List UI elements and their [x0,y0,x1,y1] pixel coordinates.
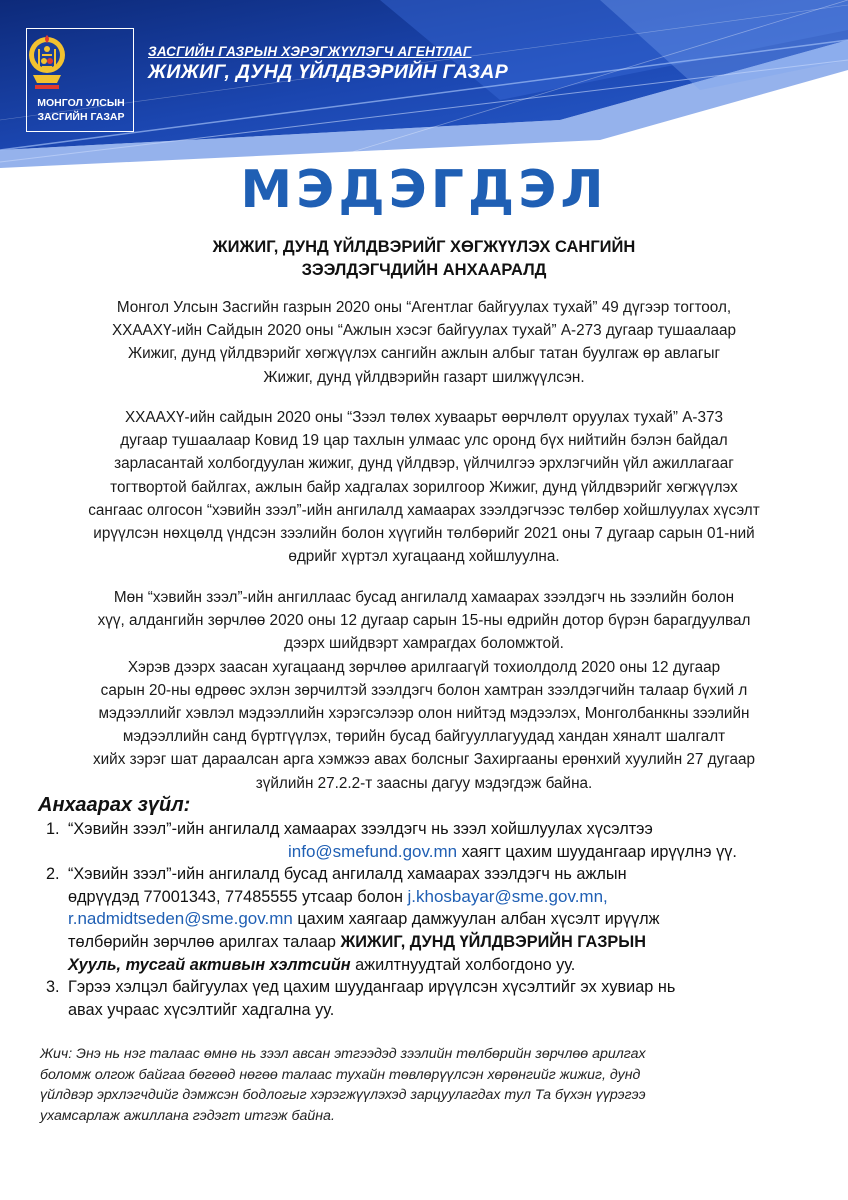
department-name: Хууль, тусгай активын хэлтсийн [68,955,351,974]
list-item-number: 1. [46,820,60,838]
list-item-line: авах учраас хүсэлтийг хадгална уу. [68,1000,335,1019]
list-item-line [68,908,836,931]
paragraph-line: хүү, алдангийн зөрчлөө 2020 оны 12 дугаар сарын 15-ны өдрийн дотор бүрэн барагдуулвал [97,612,751,630]
paragraph-line: ХХААХҮ-ийн Сайдын 2020 оны “Ажлын хэсэг байгуулах тухай” А-273 дугаар тушаалаар [111,322,737,340]
logo-text-line1: МОНГОЛ УЛСЫН [37,97,125,109]
list-item-line: Гэрээ хэлцэл байгуулах үед цахим шуудангаар ирүүлсэн хүсэлтийг эх хувиар нь [68,978,676,997]
footnote-line: Жич: Энэ нь нэг талаас өмнө нь зээл авсан этгээдэд зээлийн төлбөрийн зөрчлөө арилгах [40,1046,646,1062]
paragraph-line: мэдээллийн санд бүртгүүлэх, төрийн бусад байгууллагуудад хандан хяналт шалгалт [122,728,726,746]
agency-title: ЖИЖИГ, ДУНД ҮЙЛДВЭРИЙН ГАЗАР [148,61,508,83]
list-item-text: өдрүүдэд 77001343, 77485555 утсаар болон [68,887,408,906]
paragraph-line: өдрийг хүртэл хугацаанд хойшлуулна. [288,548,560,566]
list-item [46,863,836,976]
list-item-line: “Хэвийн зээл”-ийн ангилалд хамаарах зээлдэгч нь зээл хойшлуулах хүсэлтээ [68,820,653,838]
list-item-number: 2. [46,865,60,884]
page-title: МЭДЭГДЭЛ [240,160,608,220]
list-item-text: хаягт цахим шуудангаар ирүүлнэ үү. [457,842,737,861]
paragraph-2 [40,406,808,568]
paragraph-line: сангаас олгосон “хэвийн зээл”-ийн ангилалд хамаарах зээлдэгчээс төлбөр хойшлуулах хүсэлт [88,501,760,519]
list-item-line [68,886,836,909]
list-item-text: ажилтнуудтай холбогдоно уу. [350,955,576,974]
list-item-text: цахим хаягаар дамжуулан албан хүсэлт ирүүлж [292,910,660,929]
paragraph-line: Хэрэв дээрх заасан хугацаанд зөрчлөө арилгаагүй тохиолдолд 2020 оны 12 дугаар [127,658,721,676]
attention-heading: Анхаарах зүйл: [38,794,191,816]
email-link-info[interactable]: info@smefund.gov.mn [288,841,458,861]
list-item [46,818,836,863]
list-item-text: төлбөрийн зөрчлөө арилгах талаар [68,932,341,951]
paragraph-line: мэдээллийг хэвлэл мэдээллийн хэрэгсэлээр олон нийтэд мэдээлэх, Монголбанкны зээлийн [98,705,750,723]
agency-name-bold: ЖИЖИГ, ДУНД ҮЙЛДВЭРИЙН ГАЗРЫН [340,932,646,951]
list-item [46,976,836,1021]
paragraph-line: Жижиг, дунд үйлдвэрийн газарт шилжүүлсэн. [263,368,585,386]
subtitle-line2: ЗЭЭЛДЭГЧДИЙН АНХААРАЛД [301,261,547,279]
list-item-line [68,931,836,954]
paragraph-line: зарласантай холбогдуулан жижиг, дунд үйлдвэр, үйлчилгээ эрхлэгчийн үйл ажиллагааг [114,455,734,473]
list-item-line: “Хэвийн зээл”-ийн ангилалд бусад ангилалд хамаарах зээлдэгч нь ажлын [68,865,627,884]
footnote-line: үйлдвэр эрхлэгчдийг дэмжсэн бодлогыг хэрэгжүүлэхэд зарцуулагдах тул Та бүхэн үүрэгээ [40,1087,646,1104]
paragraph-line: ирүүлсэн нөхцөлд үндсэн зээлийн болон хүүгийн төлбөрийг 2021 оны 7 дугаар сарын 01-ний [93,525,755,543]
paragraph-line: дээрх шийдвэрт хамрагдах боломжтой. [284,635,564,653]
paragraph-line: Монгол Улсын Засгийн газрын 2020 оны “Агентлаг байгуулах тухай” 49 дүгээр тогтоол, [116,299,732,316]
soyombo-emblem-icon [27,29,67,93]
attention-list [46,818,836,1021]
footnote-line: ухамсарлаж ажиллана гэдэгт итгэж байна. [40,1107,335,1124]
footnote [40,1044,820,1126]
subtitle-line1: ЖИЖИГ, ДУНД ҮЙЛДВЭРИЙГ ХӨГЖҮҮЛЭХ САНГИЙН [212,238,636,256]
list-item-number: 3. [46,978,60,997]
paragraph-line: сарын 20-ны өдрөөс эхлэн зөрчилтэй зээлдэгч болон хамтран зээлдэгчийн талаар бүхий л [100,681,748,699]
paragraph-1 [40,296,808,389]
paragraph-line: Жижиг, дунд үйлдвэрийг хөгжүүлэх сангийн ажлын албыг татан буулгаж өр авлагыг [127,345,721,363]
list-item-line [68,954,836,977]
list-item-line [68,841,836,864]
paragraph-line: хийх зэрэг шат дараалсан арга хэмжээ авах болсныг Захиргааны ерөнхий хуулийн 27 дугаар [92,751,756,769]
logo-text-line2: ЗАСГИЙН ГАЗАР [37,111,125,123]
email-link-nadmidtseden[interactable]: r.nadmidtseden@sme.gov.mn [68,909,293,929]
footnote-line: боломж олгож байгаа бөгөөд нөгөө талаас тухайн төвлөрүүлсэн хөрөнгийг жижиг, дунд [40,1066,641,1083]
agency-name [148,44,508,84]
paragraph-line: ХХААХҮ-ийн сайдын 2020 оны “Зээл төлөх хуваарьт өөрчлөлт оруулах тухай” А-373 [124,409,724,426]
paragraph-line: тогтвортой байлгах, ажлын байр хадгалах зорилгоор Жижиг, дунд үйлдвэрийг хөгжүүлэх [110,478,738,496]
email-link-khosbayar[interactable]: j.khosbayar@sme.gov.mn, [407,886,608,906]
header-banner [0,0,848,168]
paragraph-line: Мөн “хэвийн зээл”-ийн ангиллаас бусад ангилалд хамаарах зээлдэгч нь зээлийн болон [113,589,735,606]
paragraph-3 [40,586,808,795]
paragraph-line: дугаар тушаалаар Ковид 19 цар тахлын улмаас улс оронд бүх нийтийн бэлэн байдал [120,432,728,450]
agency-subtitle: ЗАСГИЙН ГАЗРЫН ХЭРЭГЖҮҮЛЭГЧ АГЕНТЛАГ [148,44,472,59]
notice-subtitle [0,236,848,282]
paragraph-line: зүйлийн 27.2.2-т заасны дагуу мэдэгдэж байна. [255,774,593,792]
government-logo [26,28,134,132]
